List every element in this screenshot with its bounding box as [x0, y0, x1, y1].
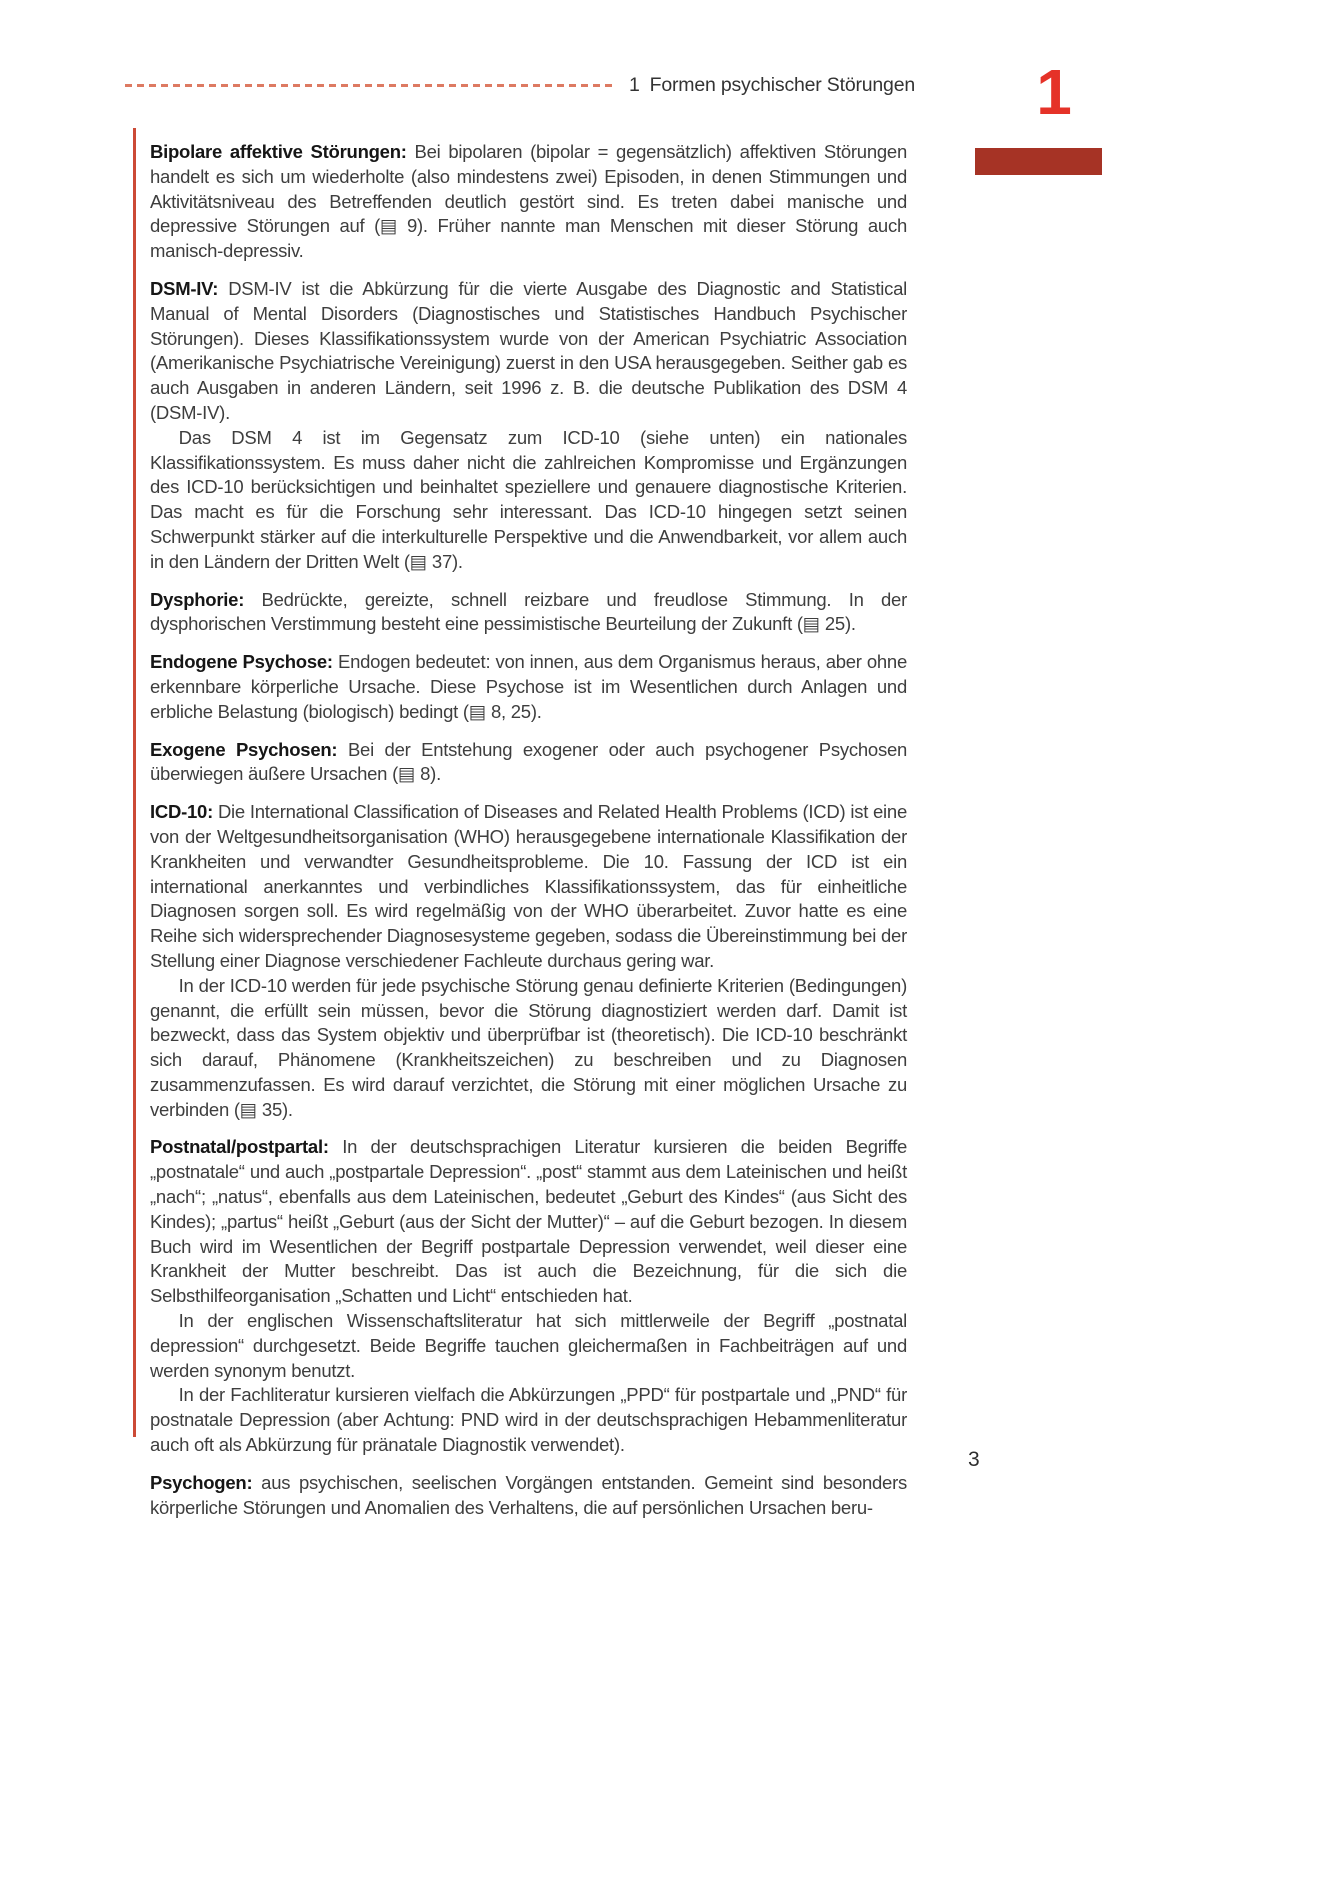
chapter-tab-bar: [975, 148, 1102, 175]
entry-term: Postnatal/postpartal:: [150, 1136, 329, 1158]
glossary-entry: [150, 650, 907, 724]
glossary-entry: [150, 800, 907, 1122]
entry-paragraph: [150, 588, 907, 638]
glossary-entry: [150, 1471, 907, 1521]
entry-text: Die International Classification of Diseases and Related Health Problems (ICD) ist eine von der Weltgesundheitsorganisation (WHO) herausgegebene internationale Klassifikation der Krankheiten und verwandter Gesundheitsprobleme. Die 10. Fassung der ICD ist ein international anerkanntes und verbindliches Klassifikationssystem, das für einheitliche Diagnosen sorgen soll. Es wird regelmäßig von der WHO überarbeitet. Zuvor hatte es eine Reihe sich widersprechender Diagnosesysteme gegeben, sodass die Übereinstimmung bei der Stellung einer Diagnose verschiedener Fachleute durchaus gering war.: [150, 801, 907, 971]
running-head-chapter-number: 1: [628, 74, 640, 96]
glossary-entry: [150, 738, 907, 788]
entry-paragraph: [150, 800, 907, 974]
entry-term: Dysphorie:: [150, 588, 245, 610]
margin-rule: [133, 128, 136, 1437]
running-head-title: Formen psychischer Störungen: [649, 74, 915, 96]
entry-continuation-paragraph: Das DSM 4 ist im Gegensatz zum ICD-10 (siehe unten) ein nationales Klassifikationssystem. Es muss daher nicht die zahlreichen Kompromisse und Ergänzungen des ICD-10 berücksichtigen und beinhaltet speziellere und genauere diagnostische Kriterien. Das macht es für die Forschung sehr interessant. Das ICD-10 hingegen setzt seinen Schwerpunkt stärker auf die interkulturelle Perspektive und die Anwendbarkeit, vor allem auch in den Ländern der Dritten Welt (▤ 37).: [150, 426, 907, 572]
entry-term: DSM-IV:: [150, 277, 219, 299]
glossary-entry: [150, 1135, 907, 1457]
entry-term: Psychogen:: [150, 1471, 253, 1493]
entry-term: Endogene Psychose:: [150, 651, 333, 673]
running-head: [629, 74, 915, 97]
entry-continuation-paragraph: In der englischen Wissenschaftsliteratur hat sich mittlerweile der Begriff „postnatal depression“ durchgesetzt. Beide Begriffe tauchen gleichermaßen in Fachbeiträgen auf und werden synonym benutzt.: [150, 1310, 907, 1381]
entry-paragraph: [150, 1135, 907, 1309]
glossary-entry: [150, 588, 907, 638]
chapter-tab-numeral: 1: [1036, 56, 1072, 128]
glossary-entry: [150, 277, 907, 575]
entry-text: Bei der Entstehung exogener oder auch psychogener Psychosen überwiegen äußere Ursachen (▤ 8).: [150, 738, 908, 785]
entry-paragraph: [150, 738, 907, 788]
header-dashed-rule: [125, 84, 617, 87]
entry-text: Bei bipolaren (bipolar = gegensätzlich) affektiven Störungen handelt es sich um wiederholte (also mindestens zwei) Episoden, in denen Stimmungen und Aktivitätsniveau des Betreffenden deutlich gestört sind. Es treten dabei manische und depressive Störungen auf (▤ 9). Früher nannte man Menschen mit dieser Störung auch manisch-depressiv.: [150, 141, 908, 262]
entry-paragraph: [150, 277, 907, 426]
entry-text: In der deutschsprachigen Literatur kursieren die beiden Begriffe „postnatale“ und auch „postpartale Depression“. „post“ stammt aus dem Lateinischen und heißt „nach“; „natus“, ebenfalls aus dem Lateinischen, bedeutet „Geburt des Kindes“ (aus Sicht des Kindes); „partus“ heißt „Geburt (aus der Sicht der Mutter)“ – auf die Geburt bezogen. In diesem Buch wird im Wesentlichen der Begriff postpartale Depression verwendet, weil dieser eine Krankheit der Mutter beschreibt. Das ist auch die Bezeichnung, für die sich die Selbsthilfeorganisation „Schatten und Licht“ entschieden hat.: [150, 1136, 908, 1307]
entry-paragraph: [150, 1471, 907, 1521]
glossary-entry: [150, 140, 907, 264]
entry-text: Bedrückte, gereizte, schnell reizbare und freudlose Stimmung. In der dysphorischen Verstimmung besteht eine pessimistische Beurteilung der Zukunft (▤ 25).: [150, 588, 907, 635]
entry-term: Bipolare affektive Störungen:: [150, 141, 407, 162]
page-header: [125, 74, 915, 97]
entry-paragraph: [150, 650, 907, 724]
entry-term: Exogene Psychosen:: [150, 738, 338, 760]
entry-continuation-paragraph: In der ICD-10 werden für jede psychische Störung genau definierte Kriterien (Bedingungen) genannt, die erfüllt sein müssen, bevor die Störung diagnostiziert werden darf. Damit ist bezweckt, dass das System objektiv und überprüfbar ist (theoretisch). Die ICD-10 beschränkt sich darauf, Phänomene (Krankheitszeichen) zu beschreiben und zu Diagnosen zusammenzufassen. Es wird darauf verzichtet, die Störung mit einer möglichen Ursache zu verbinden (▤ 35).: [150, 974, 907, 1120]
page-number: 3: [968, 1448, 980, 1471]
entry-text: aus psychischen, seelischen Vorgängen entstanden. Gemeint sind besonders körperliche Störungen und Anomalien des Verhaltens, die auf persönlichen Ursachen beru-: [150, 1471, 908, 1518]
entry-term: ICD-10:: [150, 801, 214, 823]
entry-paragraph: [150, 140, 907, 264]
entry-text: Endogen bedeutet: von innen, aus dem Organismus heraus, aber ohne erkennbare körperliche Ursache. Diese Psychose ist im Wesentlichen durch Anlagen und erbliche Belastung (biologisch) bedingt (▤ 8, 25).: [150, 651, 908, 722]
entry-text: DSM-IV ist die Abkürzung für die vierte Ausgabe des Diagnostic and Statistical Manual of Mental Disorders (Diagnostisches und Statistisches Handbuch Psychischer Störungen). Dieses Klassifikationssystem wurde von der American Psychiatric Association (Amerikanische Psychiatrische Vereinigung) zuerst in den USA herausgegeben. Seither gab es auch Ausgaben in anderen Ländern, seit 1996 z. B. die deutsche Publikation des DSM 4 (DSM-IV).: [150, 277, 907, 423]
entry-continuation-paragraph: In der Fachliteratur kursieren vielfach die Abkürzungen „PPD“ für postpartale und „PND“ für postnatale Depression (aber Achtung: PND wird in der deutschsprachigen Hebammenliteratur auch oft als Abkürzung für pränatale Diagnostik verwendet).: [150, 1384, 907, 1456]
glossary-content: [150, 140, 907, 1533]
